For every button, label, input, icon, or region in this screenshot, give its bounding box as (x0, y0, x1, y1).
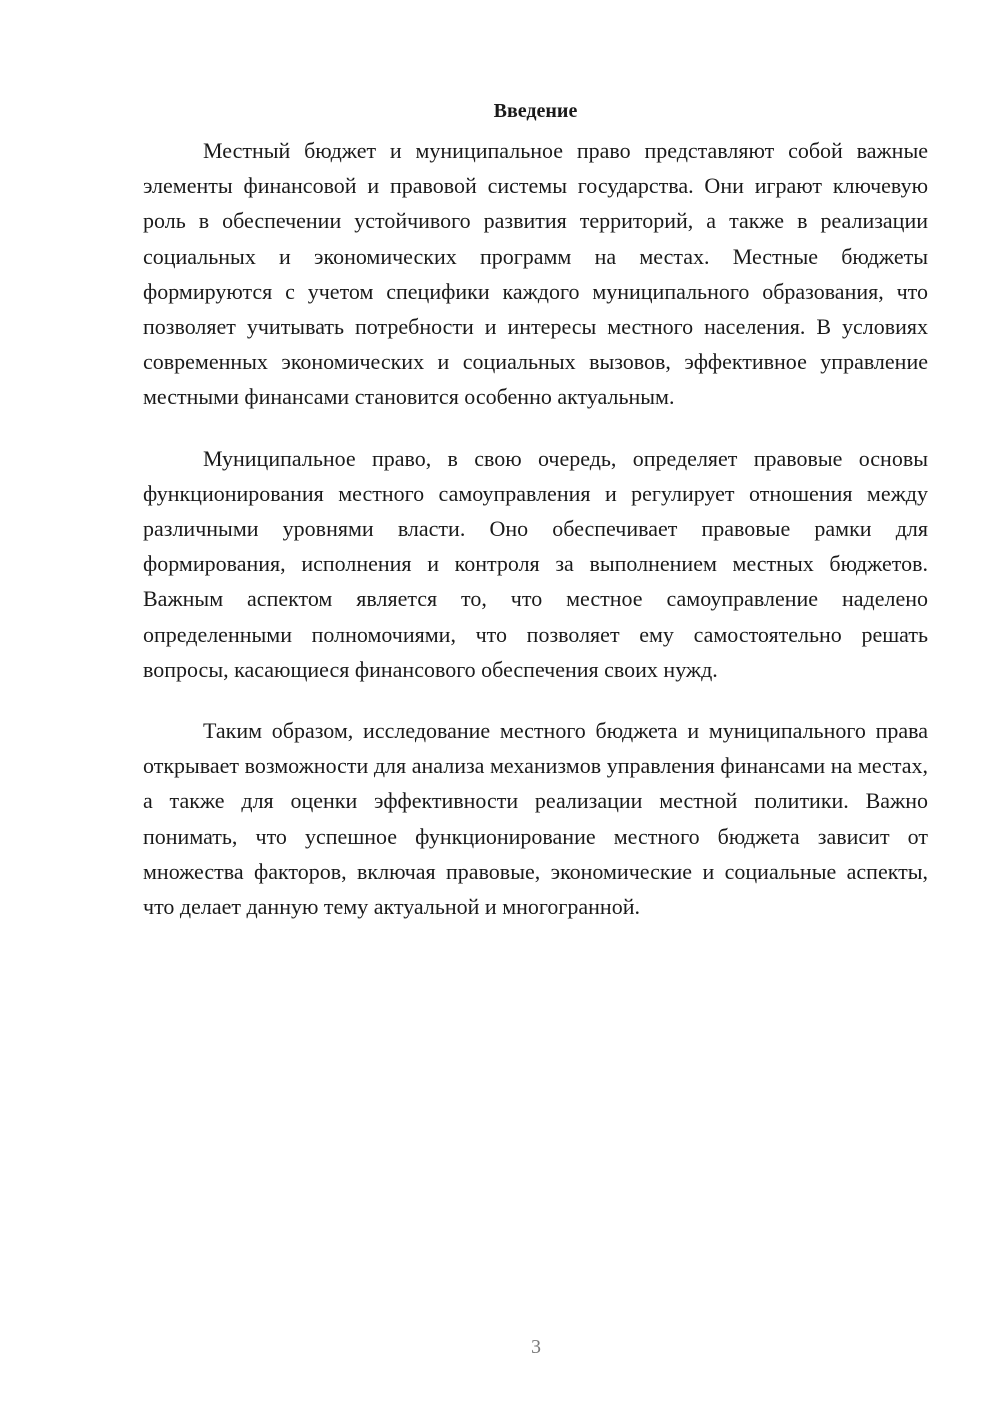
section-heading: Введение (493, 100, 578, 122)
paragraph-3: Таким образом, исследование местного бюджета и муниципального права открывает возможности для анализа механизмов управления финансами на местах, а также для оценки эффективности реализации местной политики. Важно понимать, что успешное функционирование местного бюджета зависит от множества факторов, включая правовые, экономические и социальные аспекты, что делает данную тему актуальной и многогранной. (143, 718, 928, 920)
paragraph-1: Местный бюджет и муниципальное право представляют собой важные элементы финансовой и правовой системы государства. Они играют ключевую роль в обеспечении устойчивого развития территорий, а также в реализации социальных и экономических программ на местах. Местные бюджеты формируются с учетом специфики каждого муниципального образования, что позволяет учитывать потребности и интересы местного населения. В условиях современных экономических и социальных вызовов, эффективное управление местными финансами становится особенно актуальным. (143, 138, 928, 410)
page-number: 3 (531, 1336, 541, 1358)
paragraph-2: Муниципальное право, в свою очередь, определяет правовые основы функционирования местного самоуправления и регулирует отношения между различными уровнями власти. Оно обеспечивает правовые рамки для формирования, исполнения и контроля за выполнением местных бюджетов. Важным аспектом является то, что местное самоуправление наделено определенными полномочиями, что позволяет ему самостоятельно решать вопросы, касающиеся финансового обеспечения своих нужд. (143, 445, 928, 682)
page-content (143, 96, 928, 950)
